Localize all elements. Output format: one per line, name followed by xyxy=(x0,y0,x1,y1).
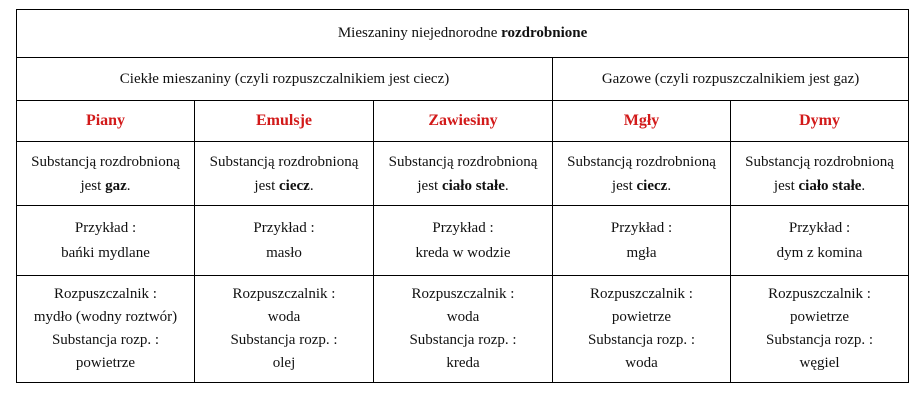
substance-label: Substancja rozp. : xyxy=(230,332,338,348)
column-header: Mgły xyxy=(553,101,731,142)
substance-value: kreda xyxy=(446,355,480,371)
substance-prefix: jest xyxy=(417,177,439,194)
example-value: mgła xyxy=(626,244,657,261)
substance-cell: Substancją rozdrobnioną jest ciecz. xyxy=(553,142,731,206)
example-cell xyxy=(195,206,374,276)
solvent-cell xyxy=(374,276,553,383)
substance-value: powietrze xyxy=(75,355,136,371)
example-cell xyxy=(374,206,553,276)
solvent-label: Rozpuszczalnik : xyxy=(768,286,871,302)
example-value: bańki mydlane xyxy=(61,244,150,261)
mixtures-table xyxy=(16,9,909,383)
solvent-value: powietrze xyxy=(611,309,672,325)
substance-line: Substancją rozdrobnioną xyxy=(567,153,716,170)
substance-cell: Substancją rozdrobnioną jest ciało stałe. xyxy=(731,142,909,206)
substance-line: Substancją rozdrobnioną xyxy=(31,153,180,170)
solvent-value: woda xyxy=(267,309,301,325)
substance-cell: Substancją rozdrobnioną jest gaz. xyxy=(17,142,195,206)
column-header: Dymy xyxy=(731,101,909,142)
example-label: Przykład : xyxy=(74,219,137,236)
solvent-label: Rozpuszczalnik : xyxy=(54,286,157,302)
substance-prefix: jest xyxy=(80,177,102,194)
solvent-cell xyxy=(17,276,195,383)
example-label: Przykład : xyxy=(432,219,494,236)
substance-prefix: jest xyxy=(254,177,276,194)
solvent-value: woda xyxy=(446,309,480,325)
solvent-cell xyxy=(731,276,909,383)
substance-label: Substancja rozp. : xyxy=(766,332,874,348)
solvent-label: Rozpuszczalnik : xyxy=(232,286,336,302)
example-value: masło xyxy=(266,244,302,261)
substance-type: ciało stałe xyxy=(798,177,862,194)
mixtures-table-wrapper xyxy=(16,9,909,383)
substance-cell: Substancją rozdrobnioną jest ciało stałe. xyxy=(374,142,553,206)
substance-type: ciecz xyxy=(636,177,668,194)
solvent-label: Rozpuszczalnik : xyxy=(590,286,693,302)
substance-value: węgiel xyxy=(799,355,840,371)
substance-line: Substancją rozdrobnioną xyxy=(388,153,538,170)
substance-type: ciało stałe xyxy=(441,177,505,194)
example-label: Przykład : xyxy=(253,219,315,236)
solvent-cell xyxy=(195,276,374,383)
substance-line: Substancją rozdrobnioną xyxy=(745,153,894,170)
title-bold: rozdrobnione xyxy=(501,25,588,41)
substance-value: olej xyxy=(272,355,296,371)
table-title xyxy=(17,10,909,58)
column-header: Emulsje xyxy=(195,101,374,142)
title-prefix: Mieszaniny niejednorodne xyxy=(337,25,498,41)
group-liquid: Ciekłe mieszaniny (czyli rozpuszczalnikiem jest ciecz) xyxy=(17,58,553,101)
example-cell xyxy=(553,206,731,276)
solvent-value: powietrze xyxy=(789,309,850,325)
substance-line: Substancją rozdrobnioną xyxy=(209,153,359,170)
group-gas: Gazowe (czyli rozpuszczalnikiem jest gaz) xyxy=(553,58,909,101)
solvent-value: mydło (wodny roztwór) xyxy=(33,309,178,325)
substance-label: Substancja rozp. : xyxy=(409,332,517,348)
column-header: Piany xyxy=(17,101,195,142)
solvent-label: Rozpuszczalnik : xyxy=(411,286,515,302)
substance-label: Substancja rozp. : xyxy=(587,332,696,348)
substance-prefix: jest xyxy=(773,177,795,194)
substance-value: woda xyxy=(625,355,658,371)
example-cell xyxy=(17,206,195,276)
example-cell xyxy=(731,206,909,276)
example-label: Przykład : xyxy=(788,219,851,236)
example-value: dym z komina xyxy=(776,244,863,261)
substance-cell: Substancją rozdrobnioną jest ciecz. xyxy=(195,142,374,206)
solvent-cell xyxy=(553,276,731,383)
substance-prefix: jest xyxy=(611,177,633,194)
example-value: kreda w wodzie xyxy=(415,244,511,261)
substance-type: gaz xyxy=(105,177,127,194)
example-label: Przykład : xyxy=(610,219,673,236)
column-header: Zawiesiny xyxy=(374,101,553,142)
substance-label: Substancja rozp. : xyxy=(51,332,160,348)
substance-type: ciecz xyxy=(279,177,310,194)
